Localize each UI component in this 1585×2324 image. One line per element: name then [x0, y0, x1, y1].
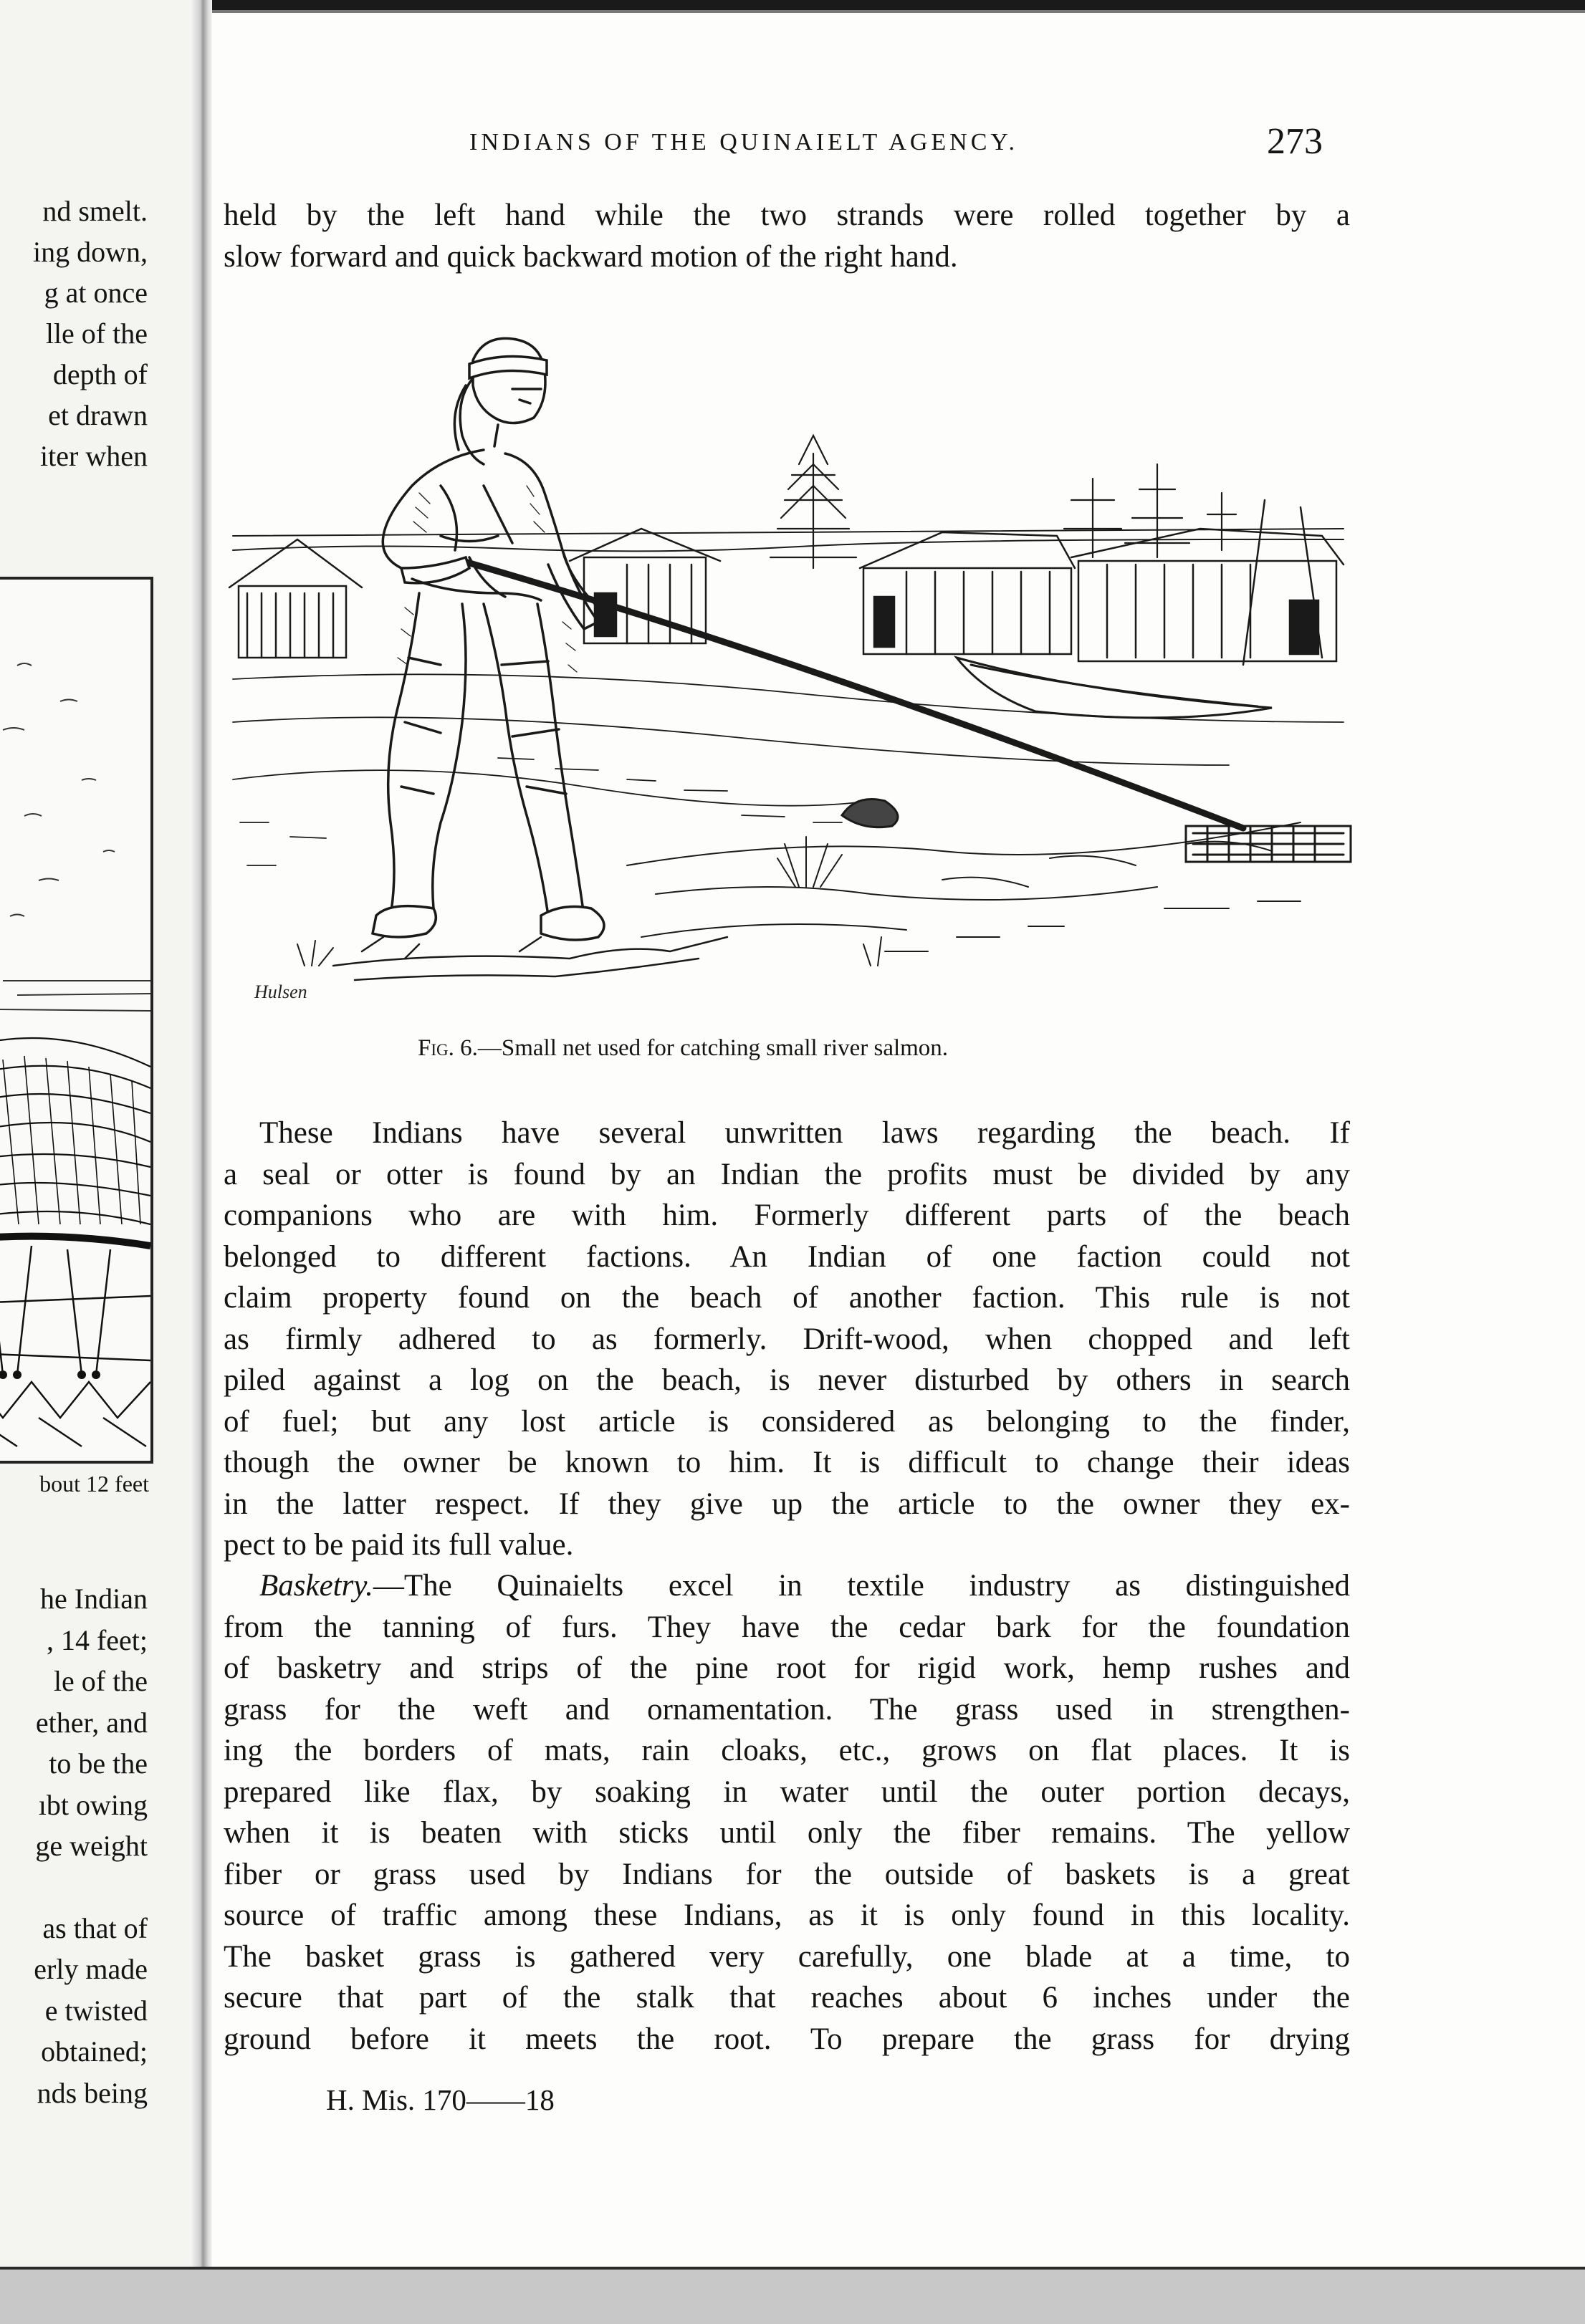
- text-line: fiber or grass used by Indians for the outside of baskets is a great: [224, 1857, 1350, 1891]
- text-line: slow forward and quick backward motion of the right hand.: [224, 239, 958, 274]
- left-page-line: nds being: [37, 2076, 148, 2109]
- scan-top-edge: [0, 0, 1585, 10]
- text-line: ing the borders of mats, rain cloaks, etc., grows on flat places. It is: [224, 1734, 1350, 1767]
- fisherman-net-illustration-icon: [226, 321, 1354, 1005]
- left-page-line: le of the: [53, 1665, 148, 1697]
- left-page-line: lle of the: [45, 317, 148, 350]
- scan-bottom-bar: [0, 2270, 1585, 2324]
- left-page-line: nd smelt.: [42, 195, 148, 227]
- text-line: from the tanning of furs. They have the cedar bark for the foundation: [224, 1610, 1350, 1644]
- left-page-line: iter when: [40, 440, 148, 472]
- left-page-line: g at once: [44, 277, 148, 309]
- text-line: ground before it meets the root. To prepare the grass for drying: [224, 2022, 1350, 2056]
- text-line: The basket grass is gathered very carefully, one blade at a time, to: [224, 1939, 1350, 1974]
- text-line: prepared like flax, by soaking in water until the outer portion decays,: [224, 1775, 1350, 1809]
- text-line: pect to be paid its full value.: [224, 1528, 574, 1562]
- left-page-line: he Indian: [40, 1583, 148, 1615]
- basketry-paragraph: [224, 1565, 1350, 2060]
- text-line: source of traffic among these Indians, as it is only found in this locality.: [224, 1898, 1350, 1932]
- text-line: held by the left hand while the two strands were rolled together by a: [224, 198, 1350, 232]
- left-page-line: e twisted: [44, 1994, 148, 2027]
- figure-caption-text: —Small net used for catching small river salmon.: [477, 1035, 949, 1061]
- figure-label: Fig. 6.: [418, 1035, 478, 1061]
- left-page-line: et drawn: [48, 399, 148, 431]
- text-line: These Indians have several unwritten laws regarding the beach. If: [259, 1116, 1350, 1150]
- text-line: when it is beaten with sticks until only the fiber remains. The yellow: [224, 1816, 1350, 1850]
- left-page-line: obtained;: [41, 2035, 148, 2068]
- left-page-line: ıbt owing: [38, 1788, 148, 1821]
- text-line: though the owner be known to him. It is difficult to change their ideas: [224, 1446, 1350, 1479]
- left-page-illustration: [0, 577, 153, 1464]
- text-line: belonged to different factions. An Indian of one faction could not: [224, 1239, 1350, 1274]
- text-line: secure that part of the stalk that reaches about 6 inches under the: [224, 1981, 1350, 2015]
- left-page-line: , 14 feet;: [46, 1623, 148, 1656]
- wave-net-illustration-icon: [0, 580, 150, 1461]
- book-gutter: [192, 0, 212, 2271]
- left-page-line: depth of: [52, 358, 148, 390]
- left-page-line: as that of: [42, 1911, 148, 1944]
- text-line: claim property found on the beach of another faction. This rule is not: [224, 1281, 1350, 1315]
- text-line: as firmly adhered to as formerly. Drift-wood, when chopped and left: [224, 1322, 1350, 1356]
- left-page-fragment: [0, 0, 192, 2271]
- left-page-line: to be the: [49, 1747, 148, 1780]
- text-line: in the latter respect. If they give up the article to the owner they ex-: [224, 1487, 1350, 1521]
- left-page-line: ether, and: [35, 1706, 148, 1739]
- intro-paragraph: [224, 195, 1350, 277]
- basketry-first-line: —The Quinaielts excel in textile industry as distinguished: [373, 1569, 1350, 1603]
- beach-paragraph: [224, 1113, 1350, 1566]
- left-page-caption: bout 12 feet: [39, 1471, 149, 1497]
- scan-top-shadow: [0, 10, 1585, 13]
- basketry-heading: Basketry.: [259, 1569, 373, 1603]
- text-line: companions who are with him. Formerly different parts of the beach: [224, 1199, 1350, 1232]
- figure-6-illustration: [226, 321, 1354, 1005]
- running-head: INDIANS OF THE QUINAIELT AGENCY.: [469, 129, 1019, 155]
- text-line: of fuel; but any lost article is considered as belonging to the finder,: [224, 1404, 1350, 1439]
- page-number: 273: [1267, 121, 1323, 162]
- signature-line: H. Mis. 170——18: [326, 2083, 555, 2116]
- text-line: of basketry and strips of the pine root for rigid work, hemp rushes and: [224, 1651, 1350, 1685]
- artist-signature: Hulsen: [254, 981, 307, 1002]
- text-line: grass for the weft and ornamentation. The grass used in strengthen-: [224, 1692, 1350, 1727]
- figure-caption: [418, 1035, 948, 1062]
- text-line: [224, 1565, 1350, 1607]
- text-line: piled against a log on the beach, is never disturbed by others in search: [224, 1363, 1350, 1397]
- text-line: a seal or otter is found by an Indian the profits must be divided by any: [224, 1157, 1350, 1191]
- left-page-line: ing down,: [33, 236, 148, 268]
- left-page-line: erly made: [34, 1953, 148, 1985]
- left-page-line: ge weight: [35, 1830, 148, 1862]
